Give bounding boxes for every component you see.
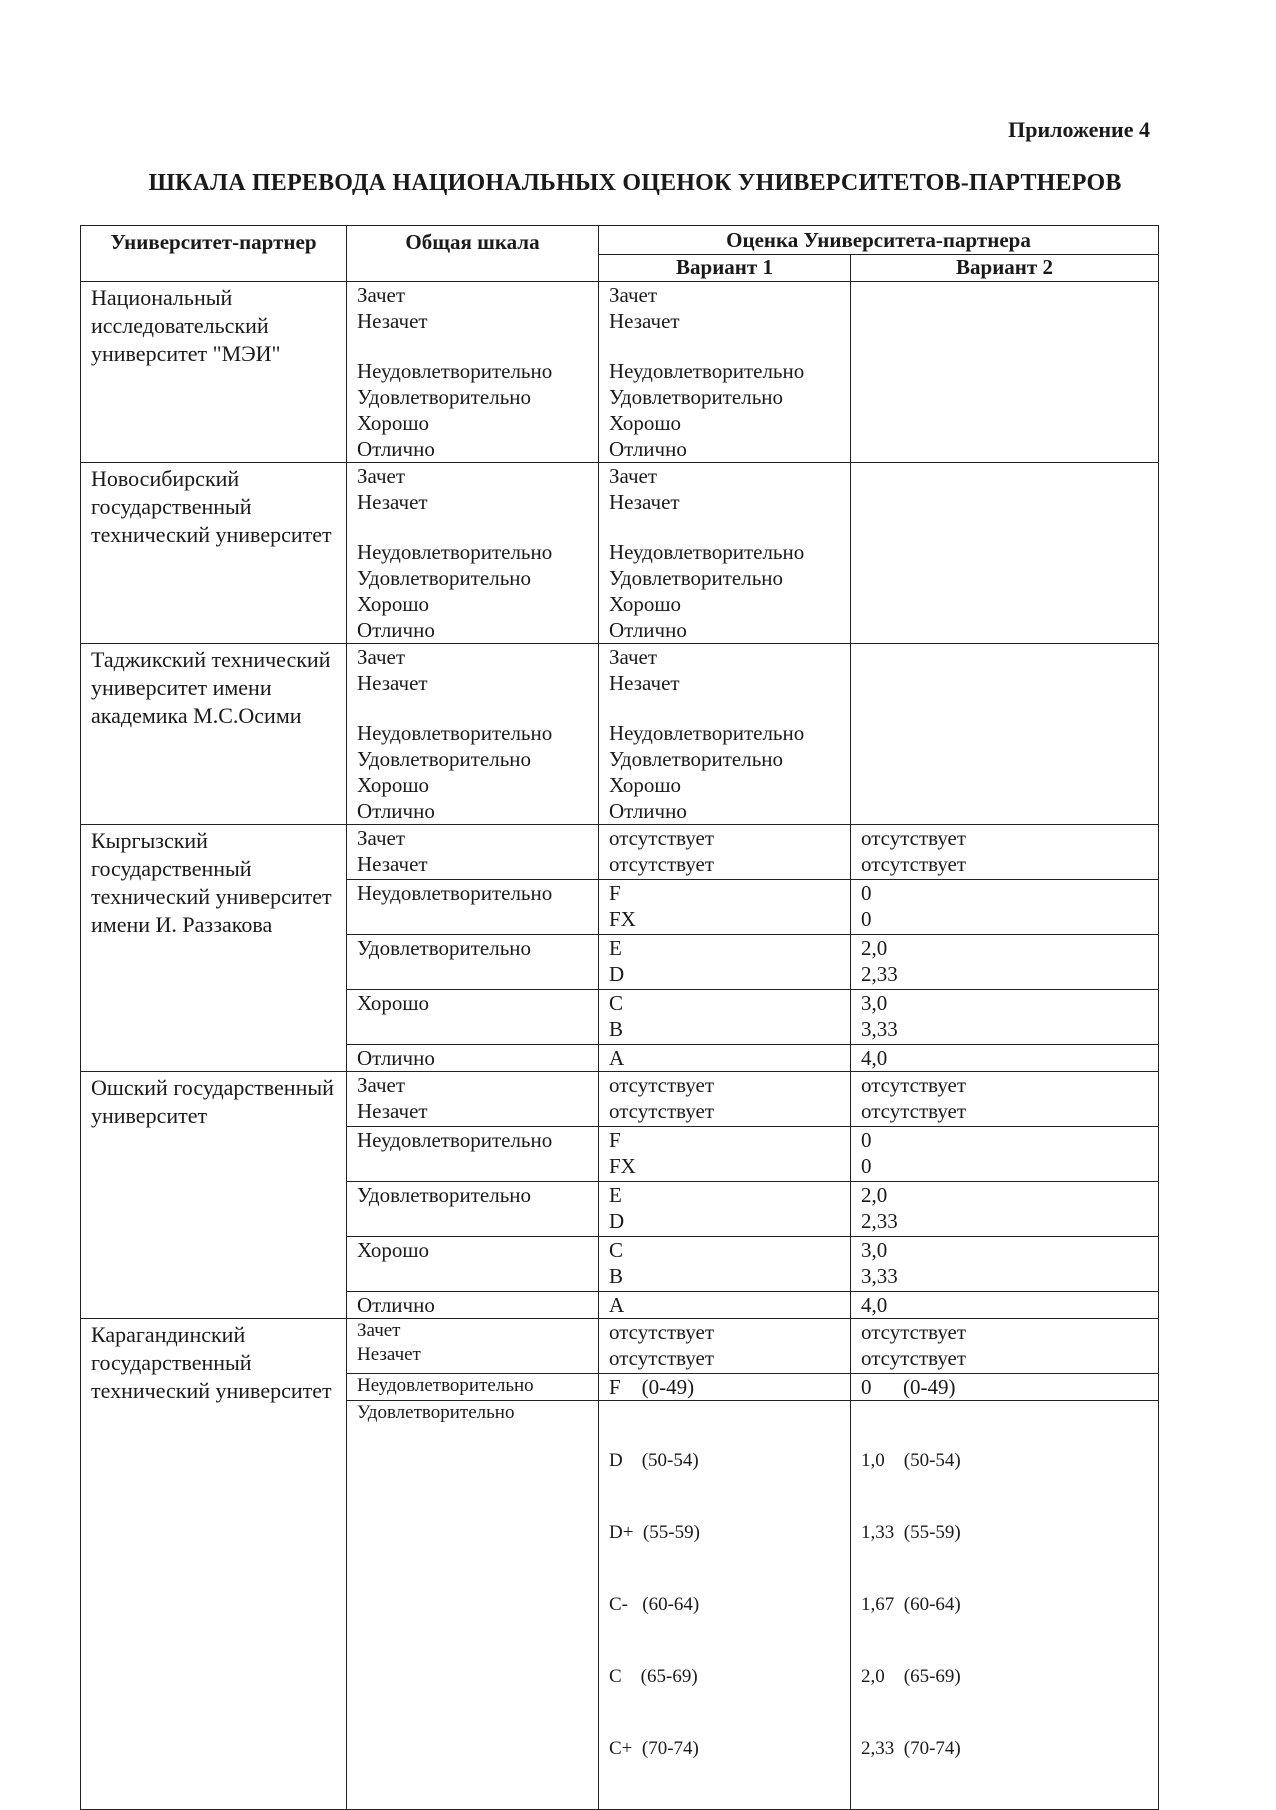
grade-fail: Незачет <box>357 852 428 876</box>
table-row <box>81 463 1159 644</box>
variant-1-cell <box>599 1237 851 1292</box>
variant-2-cell <box>851 1401 1159 1810</box>
university-name: Национальный исследовательский университет "МЭИ" <box>81 282 347 463</box>
grade-conversion-table <box>80 225 1159 1810</box>
grade-fail: Незачет <box>609 671 680 695</box>
grade-pass: Зачет <box>357 1320 401 1341</box>
variant-1-cell <box>599 282 851 463</box>
grade-unsat: Неудовлетворительно <box>609 359 805 383</box>
grade-good: Хорошо <box>357 773 430 797</box>
university-name: Ошский государственный университет <box>81 1072 347 1319</box>
grade-range: C (65-69) <box>609 1666 698 1687</box>
scale-cell <box>347 825 599 880</box>
grade-excellent: Отлично <box>347 1292 599 1319</box>
variant-2-cell <box>851 935 1159 990</box>
grade-pass: Зачет <box>357 1073 406 1097</box>
variant-1-cell <box>599 463 851 644</box>
grade-letter: C <box>609 991 624 1015</box>
grade-pass: Зачет <box>357 826 406 850</box>
grade-fail: Незачет <box>357 1099 428 1123</box>
variant-2-cell <box>851 1072 1159 1127</box>
variant-2-cell <box>851 880 1159 935</box>
grade-fail: Незачет <box>357 490 428 514</box>
absent-value: отсутствует <box>861 826 967 850</box>
absent-value: отсутствует <box>861 1320 967 1344</box>
grade-number: 0 <box>861 1154 872 1178</box>
variant-1-cell <box>599 644 851 825</box>
grade-letter: D <box>609 962 625 986</box>
absent-value: отсутствует <box>861 1346 967 1370</box>
grade-fail: Незачет <box>609 490 680 514</box>
scale-cell <box>347 463 599 644</box>
scale-cell <box>347 282 599 463</box>
variant-1-cell: A <box>599 1292 851 1319</box>
grade-unsat: Неудовлетворительно <box>357 540 553 564</box>
absent-value: отсутствует <box>609 1346 715 1370</box>
grade-good: Хорошо <box>357 592 430 616</box>
grade-fail: Незачет <box>609 309 680 333</box>
grade-number: 3,0 <box>861 991 888 1015</box>
grade-number: 0 <box>861 907 872 931</box>
absent-value: отсутствует <box>609 1073 715 1097</box>
variant-1-cell <box>599 990 851 1045</box>
grade-number: 2,33 <box>861 962 898 986</box>
header-variant-2: Вариант 2 <box>851 255 1159 282</box>
grade-pass: Зачет <box>609 283 658 307</box>
grade-number: 0 <box>861 881 872 905</box>
variant-1-cell <box>599 1319 851 1374</box>
university-name: Кыргызский государственный технический университет имени И. Раззакова <box>81 825 347 1072</box>
grade-unsat: Неудовлетворительно <box>347 880 599 935</box>
grade-sat: Удовлетворительно <box>609 385 784 409</box>
grade-unsat: Неудовлетворительно <box>347 1127 599 1182</box>
variant-2-cell <box>851 1237 1159 1292</box>
variant-2-cell <box>851 1182 1159 1237</box>
grade-pass: Зачет <box>609 645 658 669</box>
university-name: Новосибирский государственный технический университет <box>81 463 347 644</box>
grade-fail: Незачет <box>357 671 428 695</box>
grade-unsat: Неудовлетворительно <box>357 721 553 745</box>
scale-cell <box>347 1072 599 1127</box>
appendix-label: Приложение 4 <box>1008 117 1150 142</box>
grade-number: 3,33 <box>861 1264 898 1288</box>
variant-2-cell: 4,0 <box>851 1292 1159 1319</box>
header-variant-1: Вариант 1 <box>599 255 851 282</box>
variant-2-cell <box>851 990 1159 1045</box>
variant-1-cell <box>599 1182 851 1237</box>
grade-unsat: Неудовлетворительно <box>357 359 553 383</box>
table-row <box>81 1319 1159 1374</box>
grade-letter: FX <box>609 907 636 931</box>
variant-2-cell <box>851 1127 1159 1182</box>
grade-range: 1,0 (50-54) <box>861 1450 961 1471</box>
grade-letter: B <box>609 1017 624 1041</box>
variant-1-cell <box>599 1072 851 1127</box>
grade-sat: Удовлетворительно <box>347 935 599 990</box>
variant-1-cell: F (0-49) <box>599 1374 851 1401</box>
grade-good: Хорошо <box>609 592 682 616</box>
grade-sat: Удовлетворительно <box>609 566 784 590</box>
variant-2-cell: 0 (0-49) <box>851 1374 1159 1401</box>
grade-letter: F <box>609 1128 621 1152</box>
grade-range: 1,33 (55-59) <box>861 1522 961 1543</box>
absent-value: отсутствует <box>861 852 967 876</box>
grade-number: 2,0 <box>861 936 888 960</box>
grade-excellent: Отлично <box>609 437 687 461</box>
grade-unsat: Неудовлетворительно <box>609 540 805 564</box>
variant-1-cell <box>599 825 851 880</box>
grade-fail: Незачет <box>357 1344 421 1365</box>
grade-good: Хорошо <box>347 990 599 1045</box>
grade-fail: Незачет <box>357 309 428 333</box>
grade-pass: Зачет <box>357 283 406 307</box>
grade-pass: Зачет <box>609 464 658 488</box>
grade-sat: Удовлетворительно <box>357 747 532 771</box>
variant-1-cell <box>599 935 851 990</box>
grade-excellent: Отлично <box>609 618 687 642</box>
variant-1-cell <box>599 1401 851 1810</box>
grade-good: Хорошо <box>609 411 682 435</box>
variant-1-cell <box>599 1127 851 1182</box>
grade-unsat: Неудовлетворительно <box>609 721 805 745</box>
variant-2-cell: 4,0 <box>851 1045 1159 1072</box>
absent-value: отсутствует <box>609 1320 715 1344</box>
grade-letter: FX <box>609 1154 636 1178</box>
scale-cell <box>347 644 599 825</box>
grade-good: Хорошо <box>609 773 682 797</box>
grade-excellent: Отлично <box>357 437 435 461</box>
grade-letter: B <box>609 1264 624 1288</box>
university-name: Карагандинский государственный технический университет <box>81 1319 347 1810</box>
header-row <box>81 226 1159 255</box>
variant-1-cell: A <box>599 1045 851 1072</box>
grade-sat: Удовлетворительно <box>609 747 784 771</box>
grade-sat: Удовлетворительно <box>357 566 532 590</box>
absent-value: отсутствует <box>609 1099 715 1123</box>
absent-value: отсутствует <box>861 1073 967 1097</box>
variant-2-cell <box>851 825 1159 880</box>
university-name: Таджикский технический университет имени академика М.С.Осими <box>81 644 347 825</box>
grade-range: C- (60-64) <box>609 1594 700 1615</box>
grade-sat: Удовлетворительно <box>347 1182 599 1237</box>
variant-2-cell <box>851 1319 1159 1374</box>
grade-pass: Зачет <box>357 464 406 488</box>
variant-2-cell <box>851 644 1159 825</box>
grade-range: 2,33 (70-74) <box>861 1738 961 1759</box>
grade-excellent: Отлично <box>347 1045 599 1072</box>
absent-value: отсутствует <box>861 1099 967 1123</box>
grade-number: 2,0 <box>861 1183 888 1207</box>
grade-letter: E <box>609 936 622 960</box>
grade-letter: C <box>609 1238 624 1262</box>
table-row <box>81 1072 1159 1127</box>
table-row <box>81 282 1159 463</box>
grade-excellent: Отлично <box>609 799 687 823</box>
grade-good: Хорошо <box>357 411 430 435</box>
grade-number: 3,0 <box>861 1238 888 1262</box>
grade-range: 2,0 (65-69) <box>861 1666 961 1687</box>
grade-number: 2,33 <box>861 1209 898 1233</box>
grade-sat: Удовлетворительно <box>347 1401 599 1810</box>
variant-2-cell <box>851 282 1159 463</box>
absent-value: отсутствует <box>609 826 715 850</box>
absent-value: отсутствует <box>609 852 715 876</box>
variant-1-cell <box>599 880 851 935</box>
grade-number: 0 <box>861 1128 872 1152</box>
grade-letter: F <box>609 881 621 905</box>
grade-range: D (50-54) <box>609 1450 699 1471</box>
grade-letter: E <box>609 1183 622 1207</box>
grade-letter: D <box>609 1209 625 1233</box>
grade-range: D+ (55-59) <box>609 1522 700 1543</box>
table-row <box>81 825 1159 880</box>
variant-2-cell <box>851 463 1159 644</box>
grade-good: Хорошо <box>347 1237 599 1292</box>
grade-excellent: Отлично <box>357 799 435 823</box>
header-partner-grade: Оценка Университета-партнера <box>599 226 1159 255</box>
header-university: Университет-партнер <box>81 226 347 282</box>
grade-excellent: Отлично <box>357 618 435 642</box>
grade-range: C+ (70-74) <box>609 1738 699 1759</box>
grade-unsat: Неудовлетворительно <box>347 1374 599 1401</box>
table-row <box>81 644 1159 825</box>
grade-sat: Удовлетворительно <box>357 385 532 409</box>
header-scale: Общая шкала <box>347 226 599 282</box>
grade-pass: Зачет <box>357 645 406 669</box>
grade-number: 3,33 <box>861 1017 898 1041</box>
grade-range: 1,67 (60-64) <box>861 1594 961 1615</box>
document-title: ШКАЛА ПЕРЕВОДА НАЦИОНАЛЬНЫХ ОЦЕНОК УНИВЕРСИТЕТОВ-ПАРТНЕРОВ <box>148 170 1122 196</box>
scale-cell <box>347 1319 599 1374</box>
